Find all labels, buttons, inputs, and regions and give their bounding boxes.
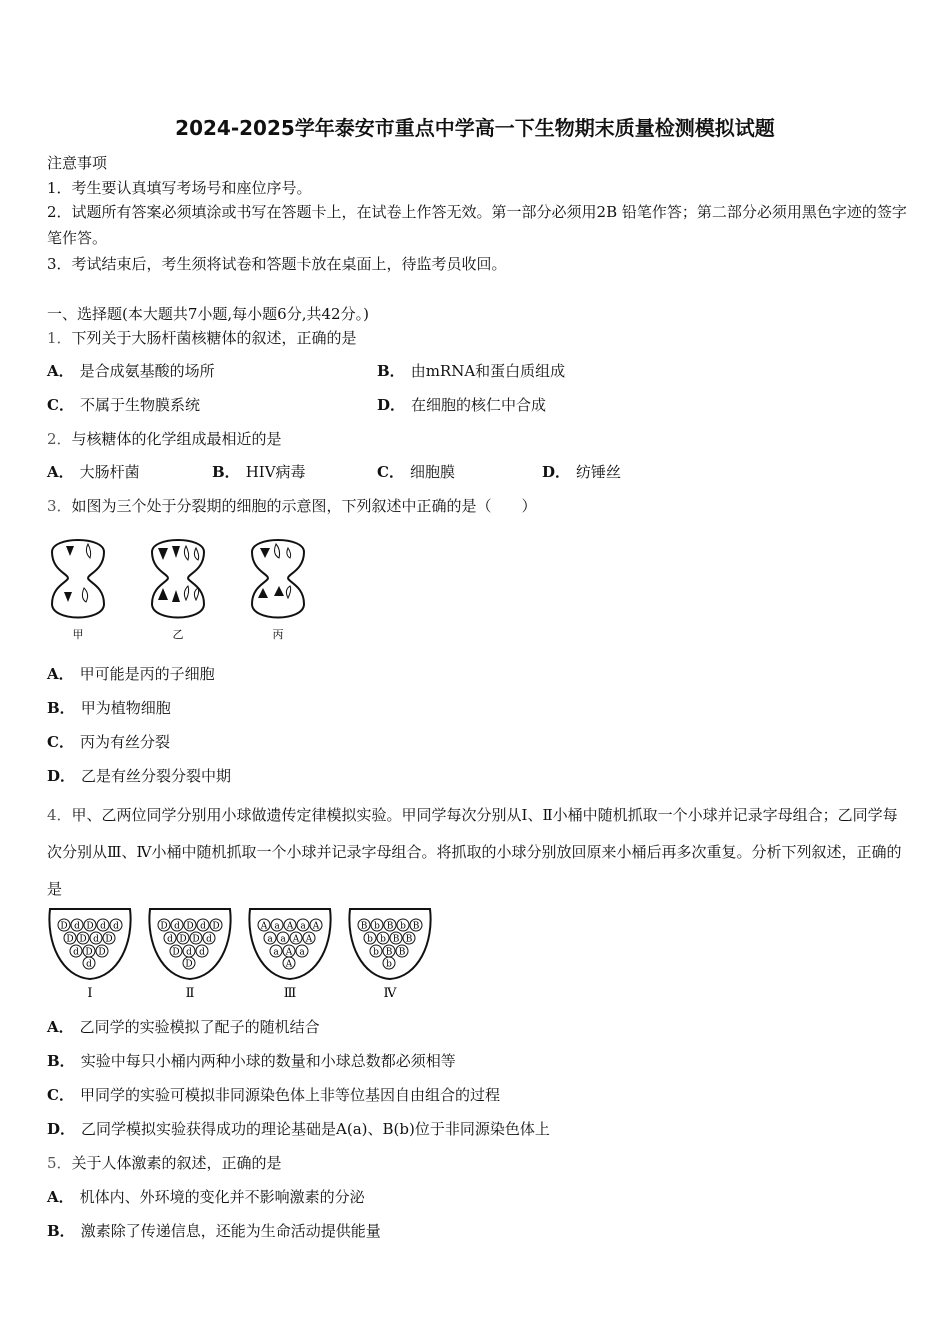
ball-letter: d: [100, 921, 106, 932]
ball-letter: d: [174, 921, 180, 932]
buckets-figure: [44, 903, 454, 1003]
q3-a-label: A．: [47, 665, 74, 683]
q3-option-d[interactable]: [47, 765, 231, 786]
q4-option-d[interactable]: [47, 1118, 550, 1139]
ball-letter: b: [373, 947, 379, 958]
q2-option-b[interactable]: [212, 461, 306, 482]
figure-caption-yi: 乙: [172, 628, 184, 641]
ball-letter: d: [74, 921, 80, 932]
ball-letter: A: [286, 921, 294, 932]
q3-b-text: 甲为植物细胞: [80, 699, 171, 717]
ball-letter: D: [105, 934, 113, 945]
ball-letter: A: [285, 947, 293, 958]
ball-letter: A: [312, 921, 320, 932]
notice-item-3: 3．考试结束后，考生须将试卷和答题卡放在桌面上，待监考员收回。: [47, 255, 507, 273]
q2-option-c[interactable]: [377, 461, 455, 482]
ball-letter: A: [285, 959, 293, 970]
bucket-label: Ⅳ: [383, 986, 397, 1001]
ball-letter: D: [192, 934, 200, 945]
ball-letter: d: [73, 947, 79, 958]
ball-letter: a: [267, 934, 273, 945]
q2-option-a[interactable]: [47, 461, 140, 482]
q1-b-label: B．: [377, 362, 405, 380]
ball-letter: D: [172, 947, 180, 958]
section-heading: 一、选择题(本大题共7小题,每小题6分,共42分。): [47, 305, 369, 323]
ball-letter: a: [273, 947, 279, 958]
ball-letter: D: [186, 921, 194, 932]
q3-stem: 如图为三个处于分裂期的细胞的示意图，下列叙述中正确的是（ ）: [71, 497, 537, 515]
q2-number: 2．: [47, 430, 72, 448]
bucket-1: [49, 909, 130, 1001]
q5-option-a[interactable]: [47, 1186, 365, 1207]
q4-option-b[interactable]: [47, 1050, 456, 1071]
ball-letter: b: [386, 959, 392, 970]
ball-letter: B: [360, 921, 368, 932]
ball-letter: D: [86, 921, 94, 932]
ball-letter: b: [400, 921, 406, 932]
q1-option-c[interactable]: [47, 394, 200, 415]
ball-letter: A: [305, 934, 313, 945]
q2-b-label: B．: [212, 463, 240, 481]
q3-number: 3．: [47, 497, 72, 515]
figure-caption-jia: 甲: [72, 628, 84, 641]
q1-option-a[interactable]: [47, 360, 215, 381]
ball-letter: B: [386, 921, 394, 932]
q5-stem: 关于人体激素的叙述，正确的是: [71, 1154, 282, 1172]
ball-letter: B: [385, 947, 393, 958]
q3-option-a[interactable]: [47, 663, 215, 684]
ball-letter: B: [398, 947, 406, 958]
question-3: [47, 495, 537, 516]
q5-number: 5．: [47, 1154, 72, 1172]
notice-item-2: 2．试题所有答案必须填涂或书写在答题卡上，在试卷上作答无效。第一部分必须用2B 铅笔作答；第二部分必须用黑色字迹的签字笔作答。: [47, 203, 907, 247]
ball-letter: D: [212, 921, 220, 932]
ball-letter: D: [185, 959, 193, 970]
bucket-label: Ⅱ: [185, 986, 195, 1001]
q5-option-b[interactable]: [47, 1220, 381, 1241]
q4-b-text: 实验中每只小桶内两种小球的数量和小球总数都必须相等: [80, 1052, 456, 1070]
q1-a-text: 是合成氨基酸的场所: [79, 362, 215, 380]
ball-letter: b: [374, 921, 380, 932]
q2-a-label: A．: [47, 463, 74, 481]
q2-c-label: C．: [377, 463, 404, 481]
bucket-4: [349, 909, 430, 1001]
ball-letter: d: [93, 934, 99, 945]
q1-a-label: A．: [47, 362, 74, 380]
q1-c-label: C．: [47, 396, 74, 414]
q5-a-text: 机体内、外环境的变化并不影响激素的分泌: [79, 1188, 365, 1206]
q4-stem: 甲、乙两位同学分别用小球做遗传定律模拟实验。甲同学每次分别从Ⅰ、Ⅱ小桶中随机抓取一个小球并记录字母组合；乙同学每次分别从Ⅲ、Ⅳ小桶中随机抓取一个小球并记录字母组合。将抓取的小球分别放回原来小桶后再多次重复。分析下列叙述，正确的是: [47, 806, 902, 898]
ball-letter: d: [167, 934, 173, 945]
q4-a-text: 乙同学的实验模拟了配子的随机结合: [79, 1018, 320, 1036]
q3-d-text: 乙是有丝分裂分裂中期: [81, 767, 232, 785]
q3-option-b[interactable]: [47, 697, 171, 718]
ball-letter: a: [280, 934, 286, 945]
q1-stem: 下列关于大肠杆菌核糖体的叙述，正确的是: [71, 329, 357, 347]
q1-number: 1．: [47, 329, 72, 347]
ball-letter: D: [66, 934, 74, 945]
q1-option-d[interactable]: [377, 394, 546, 415]
question-1: [47, 327, 357, 348]
bucket-2: [149, 909, 230, 1001]
q4-d-text: 乙同学模拟实验获得成功的理论基础是A(a)、B(b)位于非同源染色体上: [81, 1120, 550, 1138]
q4-number: 4．: [47, 806, 72, 824]
q1-c-text: 不属于生物膜系统: [79, 396, 200, 414]
ball-letter: d: [113, 921, 119, 932]
q2-stem: 与核糖体的化学组成最相近的是: [71, 430, 282, 448]
ball-letter: D: [160, 921, 168, 932]
q1-d-label: D．: [377, 396, 406, 414]
q5-a-label: A．: [47, 1188, 74, 1206]
q2-b-text: HIV病毒: [245, 463, 306, 481]
question-4: [47, 797, 909, 908]
bucket-label: Ⅰ: [87, 986, 93, 1001]
ball-letter: D: [98, 947, 106, 958]
ball-letter: a: [274, 921, 280, 932]
q5-b-text: 激素除了传递信息，还能为生命活动提供能量: [80, 1222, 381, 1240]
question-5: [47, 1152, 282, 1173]
q2-option-d[interactable]: [542, 461, 621, 482]
ball-letter: d: [199, 947, 205, 958]
q3-c-text: 丙为有丝分裂: [79, 733, 170, 751]
q2-c-text: 细胞膜: [409, 463, 455, 481]
q3-d-label: D．: [47, 767, 76, 785]
ball-letter: d: [86, 959, 92, 970]
q1-option-b[interactable]: [377, 360, 565, 381]
cell-division-figure: [44, 526, 324, 644]
q1-b-text: 由mRNA和蛋白质组成: [410, 362, 566, 380]
q3-b-label: B．: [47, 699, 75, 717]
ball-letter: B: [405, 934, 413, 945]
ball-letter: d: [200, 921, 206, 932]
ball-letter: D: [60, 921, 68, 932]
q3-a-text: 甲可能是丙的子细胞: [79, 665, 215, 683]
notice-heading: 注意事项: [47, 154, 108, 172]
q4-c-label: C．: [47, 1086, 74, 1104]
q2-d-text: 纺锤丝: [576, 463, 622, 481]
ball-letter: D: [179, 934, 187, 945]
notice-item-1: 1．考生要认真填写考场号和座位序号。: [47, 179, 312, 197]
ball-letter: B: [412, 921, 420, 932]
bucket-3: [249, 909, 330, 1001]
ball-letter: A: [292, 934, 300, 945]
bucket-label: Ⅲ: [283, 986, 297, 1001]
q4-c-text: 甲同学的实验可模拟非同源染色体上非等位基因自由组合的过程: [79, 1086, 500, 1104]
ball-letter: d: [206, 934, 212, 945]
figure-caption-bing: 丙: [272, 628, 284, 641]
q2-a-text: 大肠杆菌: [79, 463, 140, 481]
ball-letter: a: [299, 947, 305, 958]
page-title: 2024-2025学年泰安市重点中学高一下生物期末质量检测模拟试题: [175, 116, 775, 140]
q4-d-label: D．: [47, 1120, 76, 1138]
q4-b-label: B．: [47, 1052, 75, 1070]
q4-option-a[interactable]: [47, 1016, 320, 1037]
q1-d-text: 在细胞的核仁中合成: [411, 396, 547, 414]
q3-c-label: C．: [47, 733, 74, 751]
ball-letter: A: [260, 921, 268, 932]
ball-letter: a: [300, 921, 306, 932]
ball-letter: b: [367, 934, 373, 945]
q3-option-c[interactable]: [47, 731, 170, 752]
ball-letter: D: [85, 947, 93, 958]
q4-a-label: A．: [47, 1018, 74, 1036]
q4-option-c[interactable]: [47, 1084, 500, 1105]
q2-d-label: D．: [542, 463, 571, 481]
ball-letter: B: [392, 934, 400, 945]
q5-b-label: B．: [47, 1222, 75, 1240]
ball-letter: b: [380, 934, 386, 945]
question-2: [47, 428, 282, 449]
ball-letter: d: [186, 947, 192, 958]
ball-letter: D: [79, 934, 87, 945]
